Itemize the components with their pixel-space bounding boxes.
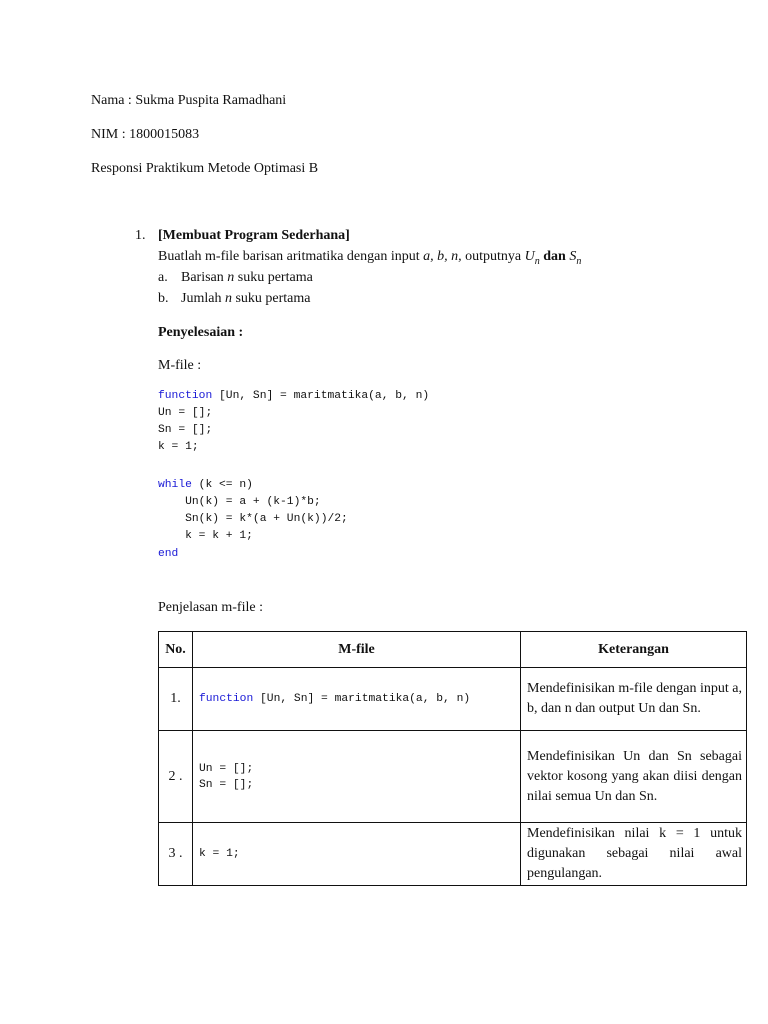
table-header-row — [159, 632, 747, 668]
table-row — [159, 731, 747, 823]
code-line: function [Un, Sn] = maritmatika(a, b, n) — [158, 390, 430, 402]
row-code: function [Un, Sn] = maritmatika(a, b, n) — [193, 668, 521, 731]
list-item: a. — [158, 270, 168, 285]
list-item-text: Jumlah n suku pertama — [181, 291, 311, 306]
code-line: end — [158, 548, 179, 560]
task-number: 1. — [135, 228, 146, 243]
code-line: Sn = []; — [158, 424, 213, 436]
table-row — [159, 823, 747, 886]
course-title: Responsi Praktikum Metode Optimasi B — [91, 161, 319, 176]
solution-heading: Penyelesaian : — [158, 325, 244, 340]
row-number: 2 . — [159, 731, 193, 823]
row-code: k = 1; — [193, 823, 521, 886]
task-title: [Membuat Program Sederhana] — [158, 228, 350, 243]
sn-symbol: $S_n$ — [569, 249, 582, 267]
list-item-text: Barisan n suku pertama — [181, 270, 313, 285]
desc-mid: outputnya — [461, 249, 525, 264]
code-line: Un = []; — [158, 407, 213, 419]
explanation-table — [158, 631, 747, 886]
code-line: k = k + 1; — [158, 530, 253, 542]
code-line: k = 1; — [158, 441, 199, 453]
explanation-label: Penjelasan m-file : — [158, 600, 263, 615]
row-description: Mendefinisikan Un dan Sn sebagai vektor kosong yang akan diisi dengan nilai semua Un dan Sn. — [521, 731, 747, 823]
un-symbol: $U_n$ — [524, 249, 540, 267]
task-description — [158, 248, 581, 271]
code-line: Un(k) = a + (k-1)*b; — [158, 496, 321, 508]
row-number: 3 . — [159, 823, 193, 886]
table-row — [159, 668, 747, 731]
desc-prefix: Buatlah m-file barisan aritmatika dengan input — [158, 249, 424, 264]
row-code: Un = []; Sn = []; — [193, 731, 521, 823]
dan-word: dan — [539, 249, 570, 264]
mfile-label: M-file : — [158, 358, 202, 373]
student-nim: NIM : 1800015083 — [91, 127, 200, 142]
student-name: Nama : Sukma Puspita Ramadhani — [91, 93, 287, 108]
row-description: Mendefinisikan m-file dengan input a, b, dan n dan output Un dan Sn. — [521, 668, 747, 731]
row-description: Mendefinisikan nilai k = 1 untuk digunakan sebagai nilai awal pengulangan. — [521, 823, 747, 886]
header-ket: Keterangan — [521, 632, 747, 668]
row-number: 1. — [159, 668, 193, 731]
header-mfile: M-file — [193, 632, 521, 668]
code-line: Sn(k) = k*(a + Un(k))/2; — [158, 513, 348, 525]
code-line: while (k <= n) — [158, 479, 253, 491]
header-no: No. — [159, 632, 193, 668]
list-item: b. — [158, 291, 169, 306]
desc-vars: a, b, n, — [423, 249, 462, 264]
